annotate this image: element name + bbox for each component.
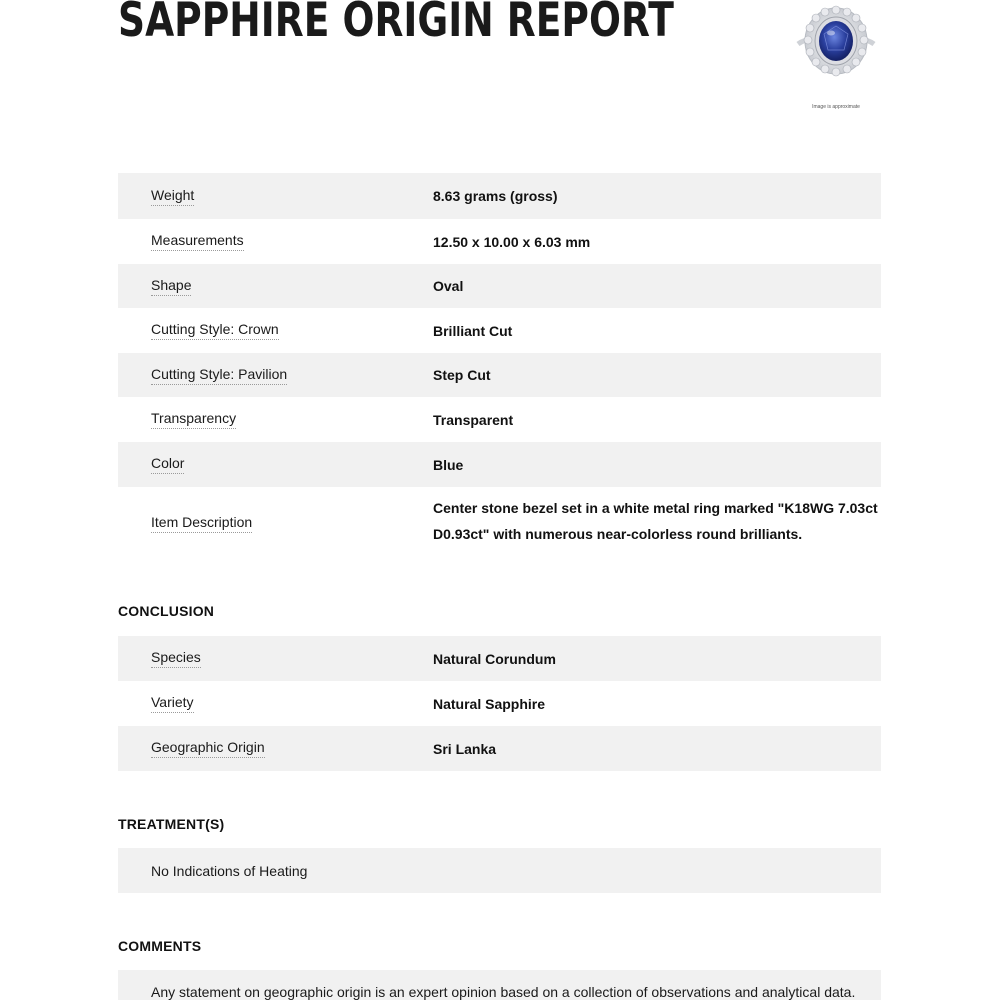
conclusion-label: Geographic Origin: [151, 739, 265, 758]
detail-label: Transparency: [151, 410, 236, 429]
table-row: [118, 353, 881, 397]
detail-label: Weight: [151, 187, 194, 206]
detail-value: Step Cut: [433, 367, 491, 383]
conclusion-value: Natural Sapphire: [433, 695, 546, 712]
conclusion-value: Natural Corundum: [433, 650, 556, 667]
table-row: [118, 397, 881, 442]
table-row: [118, 970, 881, 1000]
detail-value: 12.50 x 10.00 x 6.03 mm: [433, 233, 591, 250]
conclusion-label: Variety: [151, 694, 194, 713]
detail-value: Blue: [433, 456, 464, 473]
conclusion-label: Species: [151, 649, 201, 668]
comment-text: Any statement on geographic origin is an expert opinion based on a collection of observations and analytical data.: [151, 984, 856, 1000]
conclusion-value: Sri Lanka: [433, 740, 497, 757]
detail-label: Color: [151, 455, 184, 474]
table-row: [118, 173, 881, 219]
treatment-text: No Indications of Heating: [151, 862, 308, 879]
detail-value: Transparent: [433, 411, 514, 428]
table-row: [118, 308, 881, 353]
table-row: [118, 681, 881, 726]
table-row: [118, 264, 881, 308]
image-caption: Image is approximate: [812, 104, 860, 110]
table-row: [118, 848, 881, 893]
ring-image: [796, 4, 876, 78]
detail-label: Cutting Style: Pavilion: [151, 366, 287, 385]
page-title: SAPPHIRE ORIGIN REPORT: [118, 0, 674, 48]
comments-table: [118, 970, 881, 1000]
treatments-table: [118, 848, 881, 893]
comments-heading: COMMENTS: [118, 938, 202, 954]
table-row: [118, 726, 881, 771]
detail-label: Item Description: [151, 514, 252, 533]
detail-label: Shape: [151, 277, 191, 296]
table-row: [118, 487, 881, 559]
detail-value: 8.63 grams (gross): [433, 188, 558, 204]
details-table: [118, 173, 881, 559]
detail-label: Cutting Style: Crown: [151, 321, 279, 340]
detail-value: Center stone bezel set in a white metal ring marked "K18WG 7.03ct D0.93ct" with numerous near-colorless round brilliants.: [433, 500, 878, 542]
conclusion-table: [118, 636, 881, 771]
treatments-heading: TREATMENT(S): [118, 816, 225, 832]
sapphire-ring-icon: [796, 4, 876, 78]
table-row: [118, 442, 881, 487]
conclusion-heading: CONCLUSION: [118, 603, 215, 619]
table-row: [118, 636, 881, 681]
detail-label: Measurements: [151, 232, 244, 251]
detail-value: Oval: [433, 278, 464, 294]
table-row: [118, 219, 881, 264]
detail-value: Brilliant Cut: [433, 322, 513, 339]
